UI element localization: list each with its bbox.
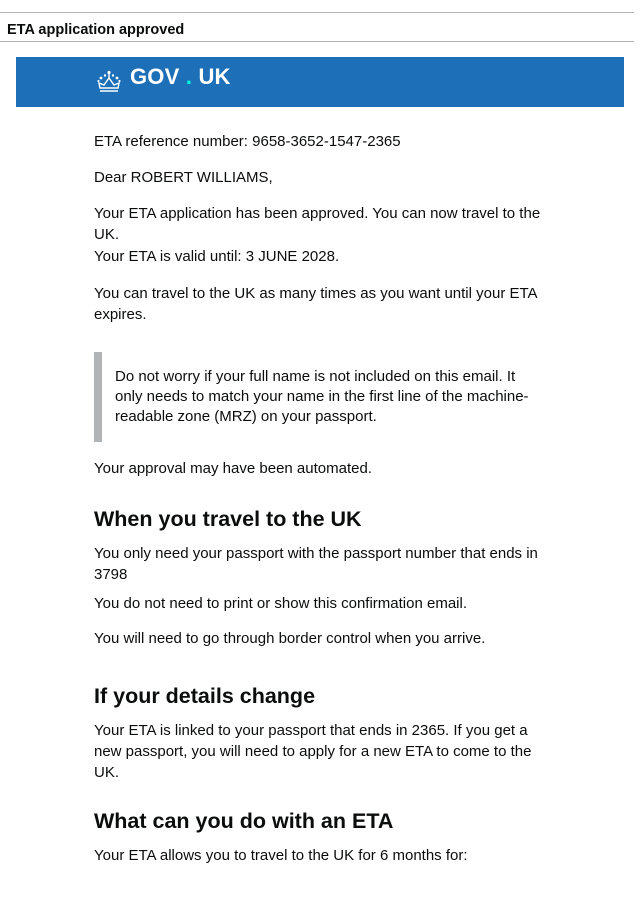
inset-text: Do not worry if your full name is not included on this email. It only needs to match your name in the first line of the machine-readable zone (MRZ) on your passport. [115,368,529,425]
greeting: Dear ROBERT WILLIAMS, [94,169,273,186]
details-text: Your ETA is linked to your passport that ends in 2365. If you get a new passport, you will need to apply for a new ETA to come to the UK. [94,722,532,781]
details-heading: If your details change [94,684,316,708]
eta-use-text: Your ETA allows you to travel to the UK for 6 months for: [94,847,468,864]
automated-note: Your approval may have been automated. [94,460,372,477]
valid-until: Your ETA is valid until: 3 JUNE 2028. [94,248,340,265]
logo-dot: . [185,64,193,89]
eta-reference: ETA reference number: 9658-3652-1547-2365 [94,133,401,150]
approval-message: Your ETA application has been approved. You can now travel to the UK. [94,205,541,243]
travel-many-times: You can travel to the UK as many times as you want until your ETA expires. [94,285,537,323]
travel-heading: When you travel to the UK [94,507,362,531]
logo-uk-text: UK [198,64,231,89]
print-info: You do not need to print or show this confirmation email. [94,595,467,612]
crown-icon [96,69,122,93]
gov-uk-logo[interactable] [130,64,231,90]
passport-info: You only need your passport with the passport number that ends in 3798 [94,545,538,583]
name-inset-notice [94,352,549,442]
eta-use-heading: What can you do with an ETA [94,809,394,833]
border-info: You will need to go through border control when you arrive. [94,630,486,647]
logo-gov-text: GOV [130,64,180,89]
email-subject: ETA application approved [7,22,185,38]
email-subject-bar [0,12,634,42]
gov-uk-banner [16,57,624,107]
